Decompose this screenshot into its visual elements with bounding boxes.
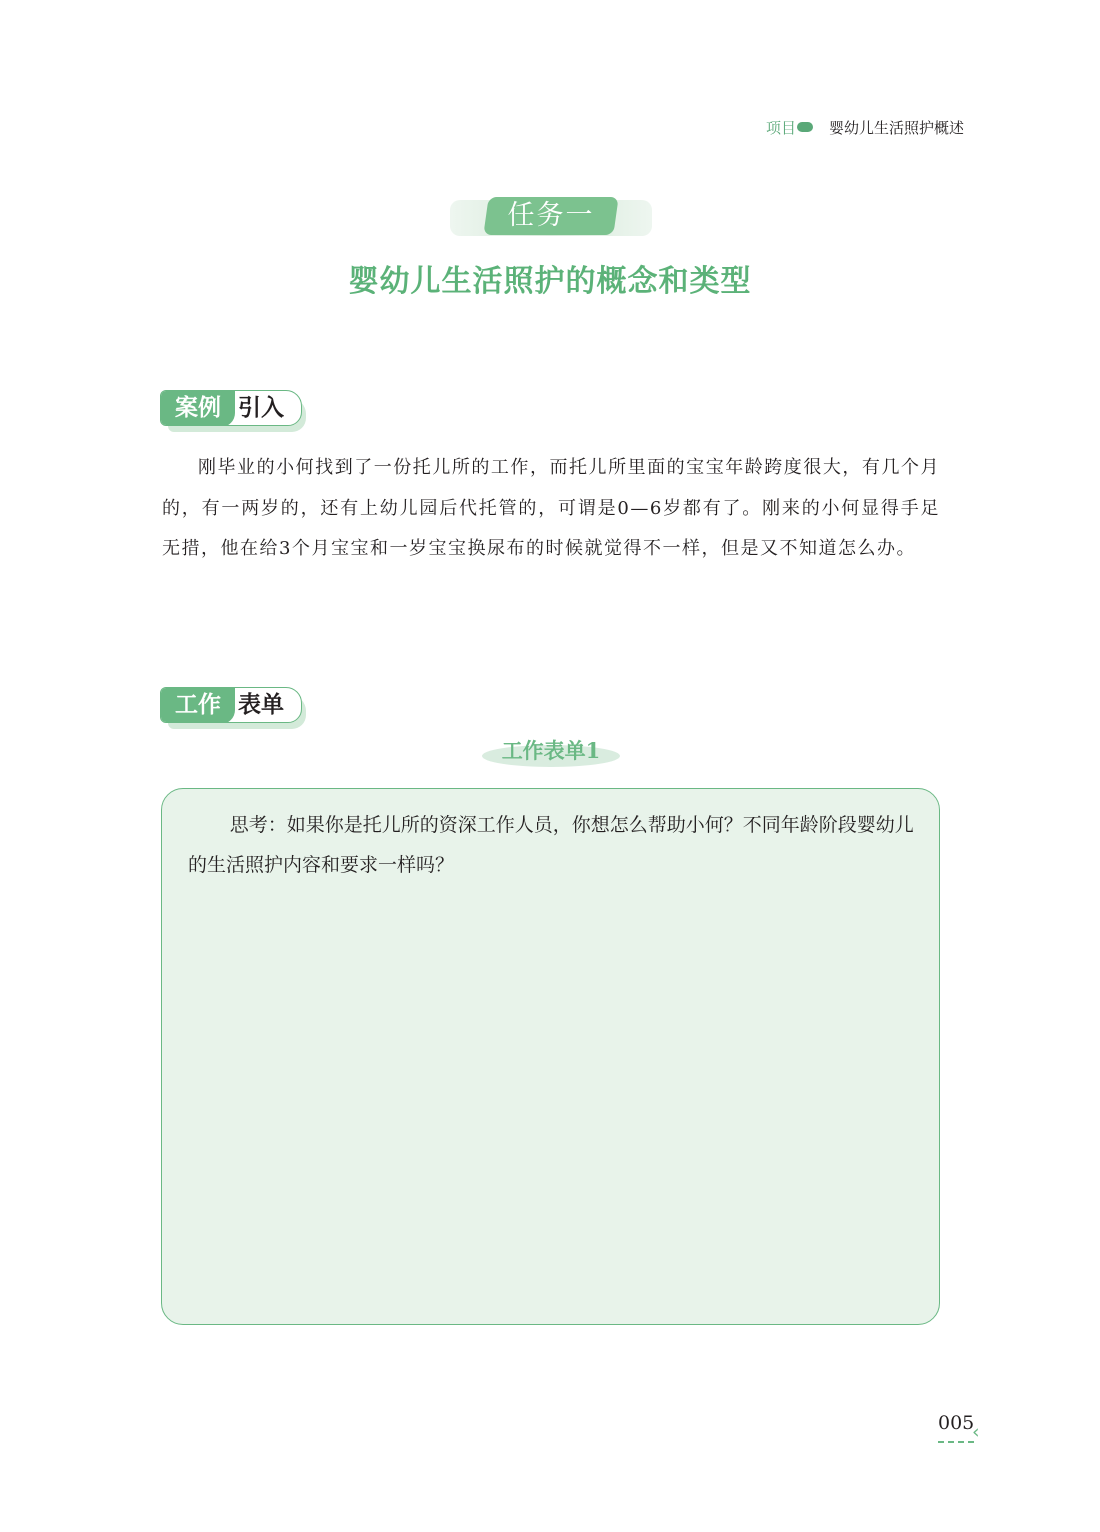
page-number-underline: [938, 1439, 974, 1443]
project-number-badge: [797, 122, 813, 132]
case-intro-tag: [160, 390, 310, 432]
worksheet-prompt: [188, 805, 918, 885]
chapter-title: 婴幼儿生活照护概述: [828, 118, 964, 137]
page-title: 婴幼儿生活照护的概念和类型: [348, 264, 752, 299]
worksheet-title: 工作表单1: [501, 738, 601, 763]
running-header: [766, 116, 964, 138]
worksheet-tag-black-text: 表单: [238, 691, 284, 718]
task-label: 任务一: [507, 200, 595, 231]
case-text: 刚毕业的小何找到了一份托儿所的工作，而托儿所里面的宝宝年龄跨度很大，有几个月的，有一两岁的，还有上幼儿园后代托管的，可谓是0—6岁都有了。刚来的小何显得手足无措，他在给3个月宝宝和一岁宝宝换尿布的时候就觉得不一样，但是又不知道怎么办。: [162, 457, 940, 559]
case-tag-green-text: 案例: [161, 391, 235, 426]
case-tag-black-text: 引入: [238, 394, 284, 421]
task-banner: [450, 197, 652, 237]
worksheet-tag-green-text: 工作: [161, 688, 235, 723]
case-paragraph: [162, 448, 940, 570]
worksheet-prompt-text: 思考：如果你是托儿所的资深工作人员，你想怎么帮助小何？不同年龄阶段婴幼儿的生活照护内容和要求一样吗？: [188, 814, 914, 876]
worksheet-tag: [160, 687, 310, 729]
worksheet-answer-box[interactable]: [161, 788, 940, 1325]
chevron-left-icon: ‹: [972, 1421, 980, 1443]
page-number: 005: [938, 1412, 975, 1434]
project-label: 项目: [765, 118, 796, 137]
